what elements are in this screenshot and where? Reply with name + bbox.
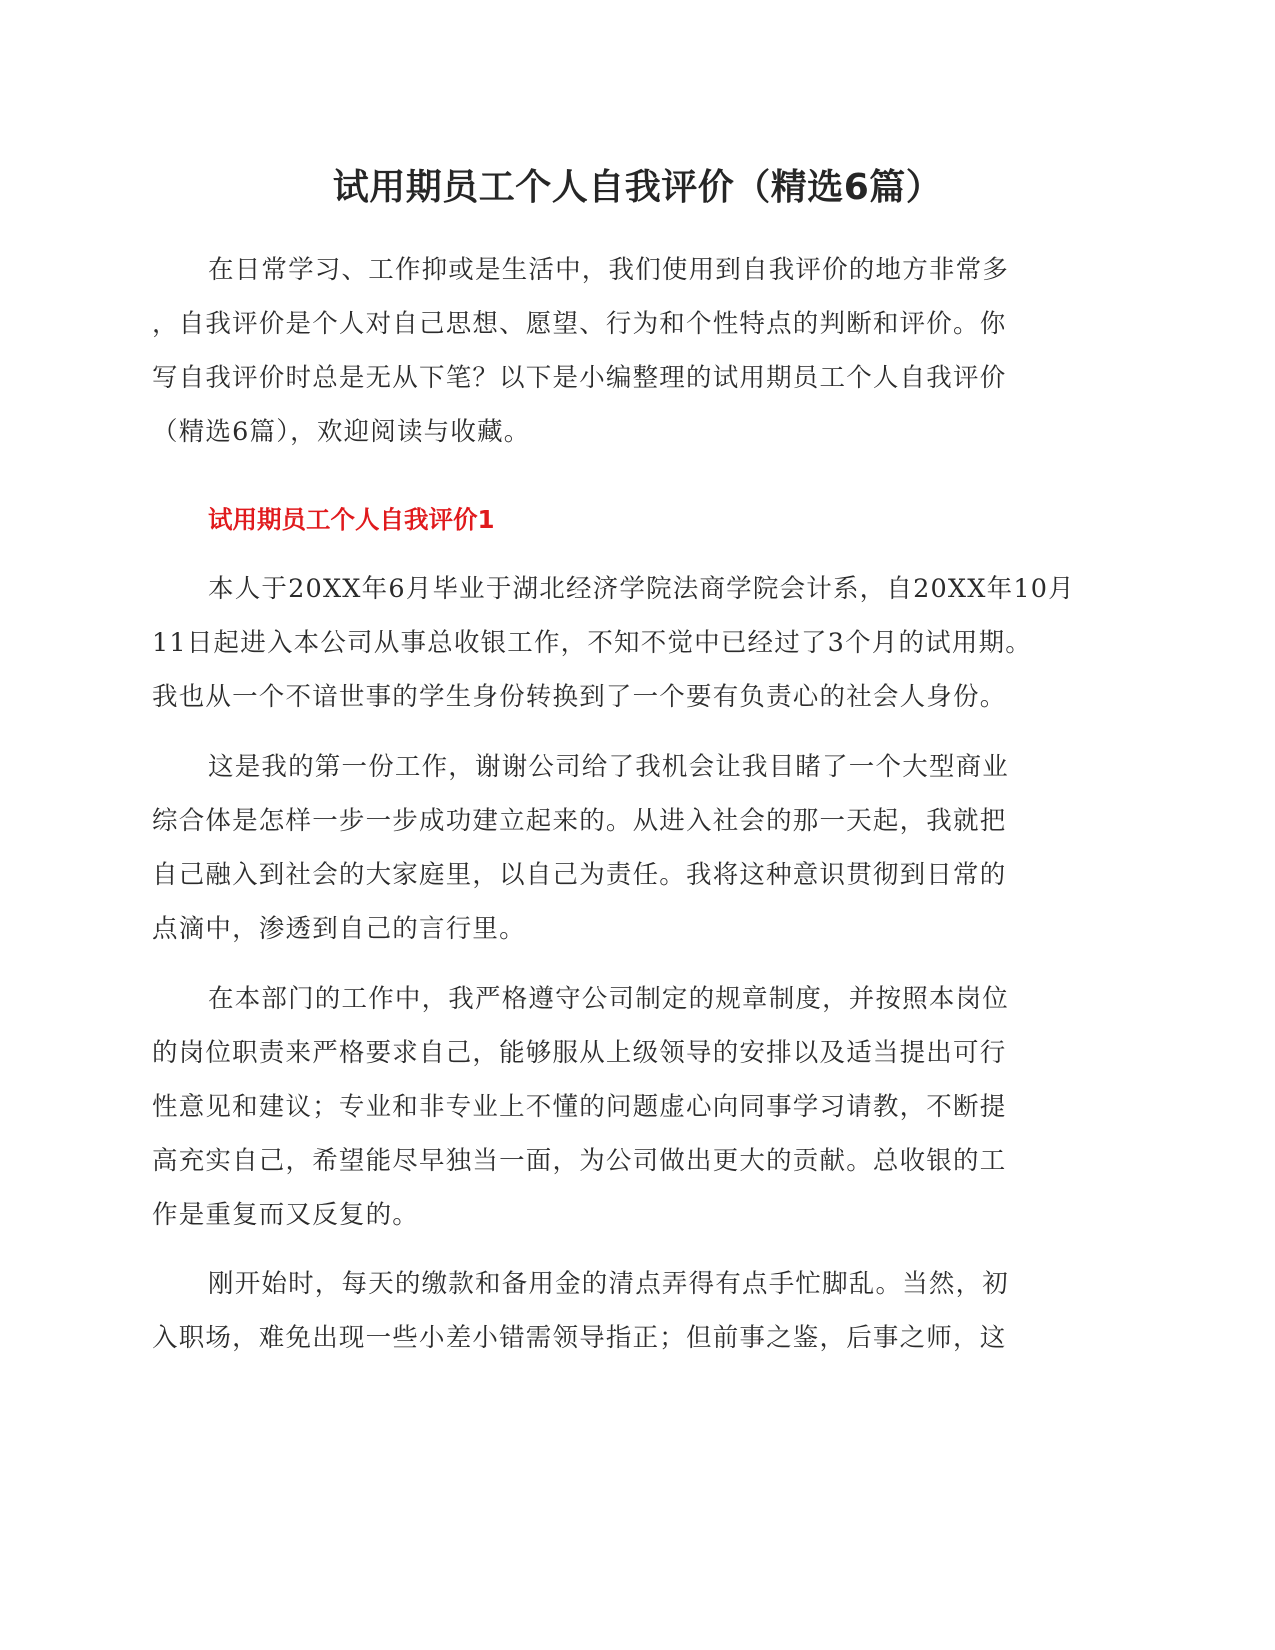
intro-line: 写自我评价时总是无从下笔？以下是小编整理的试用期员工个人自我评价	[152, 363, 1007, 393]
section-heading: 试用期员工个人自我评价1	[208, 505, 495, 534]
paragraph-line: 高充实自己，希望能尽早独当一面，为公司做出更大的贡献。总收银的工	[152, 1146, 1007, 1176]
paragraph-line: 11日起进入本公司从事总收银工作，不知不觉中已经过了3个月的试用期。	[152, 628, 1032, 658]
paragraph-line: 本人于20XX年6月毕业于湖北经济学院法商学院会计系，自20XX年10月	[208, 574, 1075, 604]
paragraph-line: 我也从一个不谙世事的学生身份转换到了一个要有负责心的社会人身份。	[152, 682, 1007, 712]
paragraph-line: 自己融入到社会的大家庭里，以自己为责任。我将这种意识贯彻到日常的	[152, 860, 1007, 890]
paragraph-line: 点滴中，渗透到自己的言行里。	[152, 914, 526, 944]
paragraph-line: 在本部门的工作中，我严格遵守公司制定的规章制度，并按照本岗位	[208, 984, 1010, 1014]
paragraph-line: 作是重复而又反复的。	[152, 1200, 420, 1230]
paragraph-line: 入职场，难免出现一些小差小错需领导指正；但前事之鉴，后事之师，这	[152, 1323, 1007, 1353]
paragraph-line: 的岗位职责来严格要求自己，能够服从上级领导的安排以及适当提出可行	[152, 1038, 1007, 1068]
intro-line: （精选6篇），欢迎阅读与收藏。	[152, 417, 531, 447]
paragraph-line: 这是我的第一份工作，谢谢公司给了我机会让我目睹了一个大型商业	[208, 752, 1010, 782]
paragraph-line: 性意见和建议；专业和非专业上不懂的问题虚心向同事学习请教，不断提	[152, 1092, 1007, 1122]
intro-line: ，自我评价是个人对自己思想、愿望、行为和个性特点的判断和评价。你	[152, 309, 1007, 339]
paragraph-line: 综合体是怎样一步一步成功建立起来的。从进入社会的那一天起，我就把	[152, 806, 1007, 836]
paragraph-line: 刚开始时，每天的缴款和备用金的清点弄得有点手忙脚乱。当然，初	[208, 1269, 1010, 1299]
document-title: 试用期员工个人自我评价（精选6篇）	[332, 167, 943, 208]
intro-line: 在日常学习、工作抑或是生活中，我们使用到自我评价的地方非常多	[208, 255, 1010, 285]
